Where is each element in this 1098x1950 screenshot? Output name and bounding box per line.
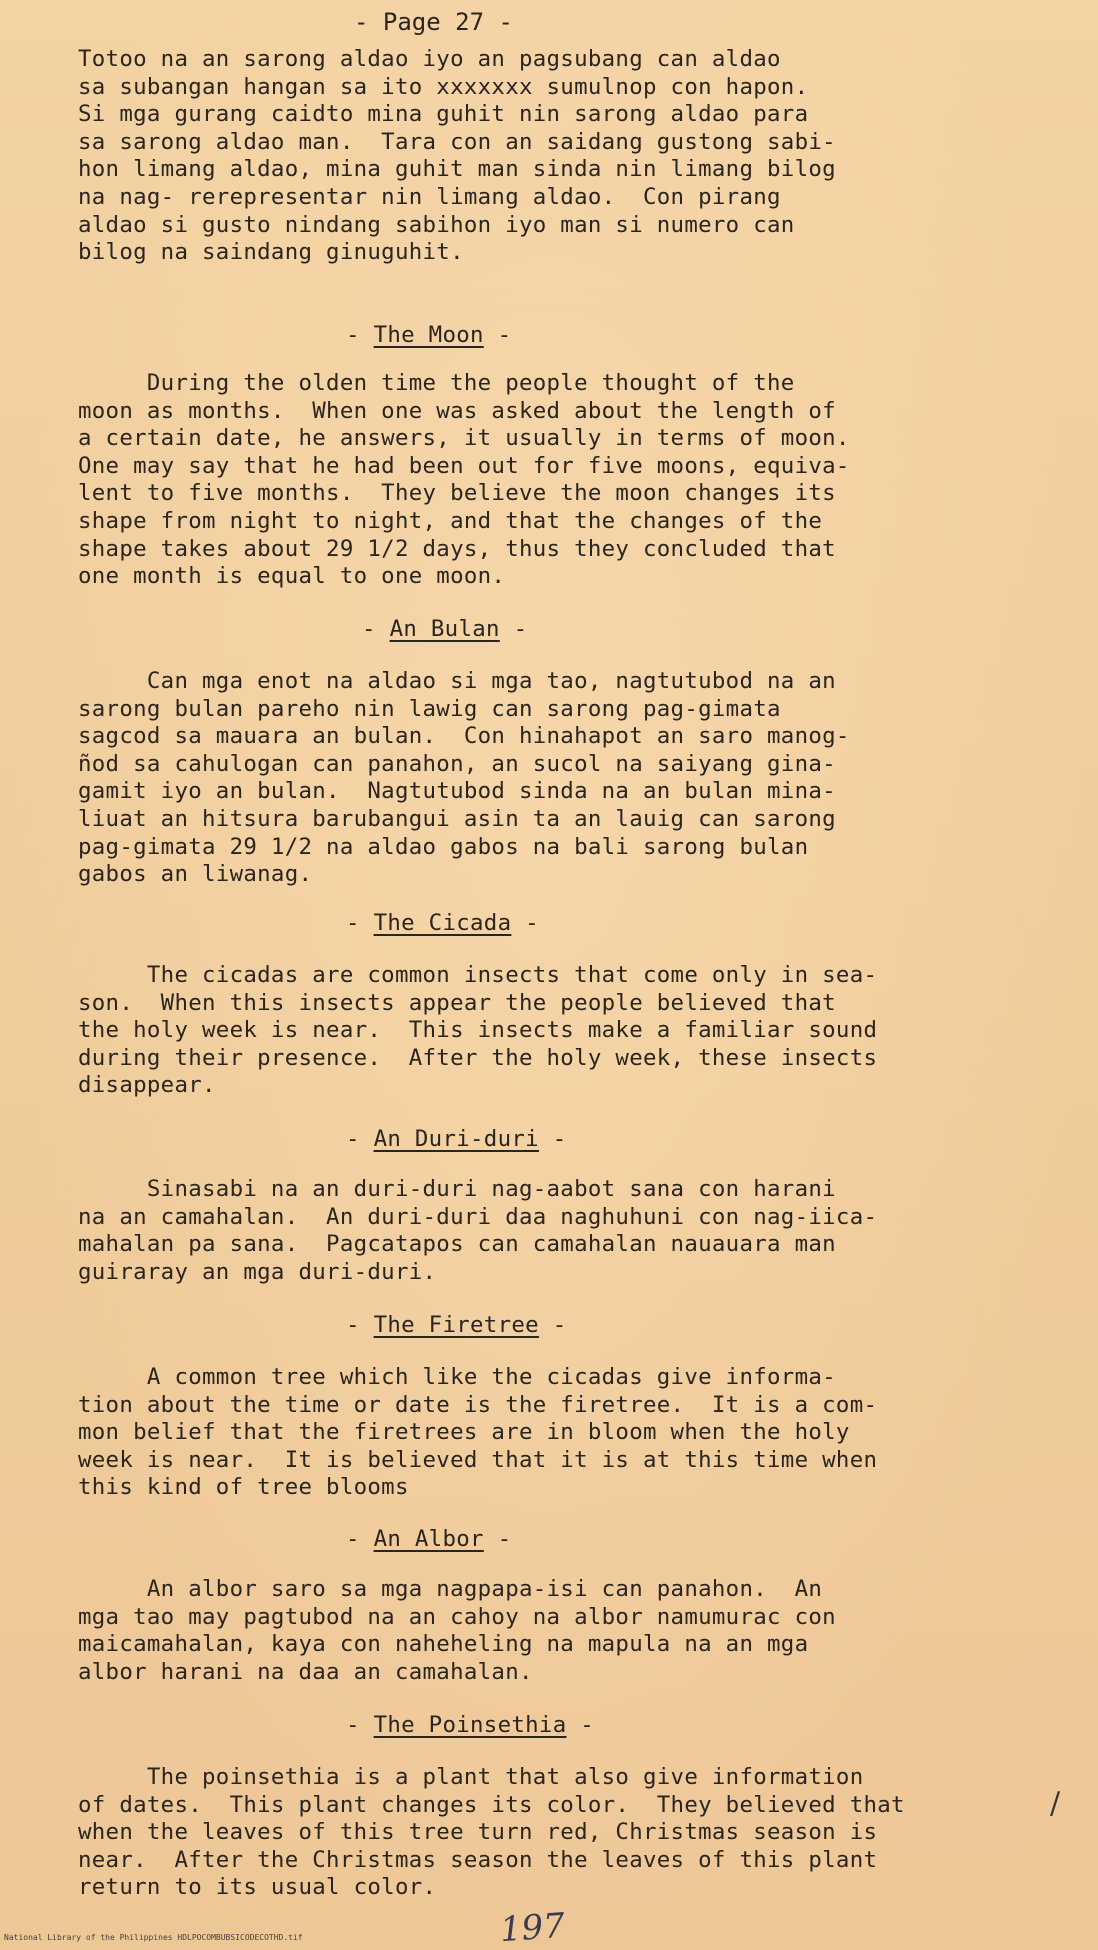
paragraph-moon — [78, 370, 1058, 591]
scan-footer: National Library of the Philippines HDLPOCOMBUBSICODECOTHD.tif — [4, 1933, 303, 1942]
section-heading-bulan: - An Bulan - — [362, 616, 528, 642]
paragraph-firetree — [78, 1364, 1058, 1502]
text-line: The poinsethia is a plant that also give information — [78, 1764, 864, 1790]
text-line: the holy week is near. This insects make a familiar sound — [78, 1017, 878, 1044]
section-heading-moon: - The Moon - — [346, 322, 512, 348]
text-line: liuat an hitsura barubangui asin ta an lauig can sarong — [78, 805, 836, 832]
text-line: when the leaves of this tree turn red, Christmas season is — [78, 1819, 878, 1846]
text-line: Si mga gurang caidto mina guhit nin sarong aldao para — [78, 101, 809, 128]
heading-title: The Poinsethia — [373, 1712, 567, 1738]
section-heading-firetree: - The Firetree - — [346, 1312, 567, 1338]
text-line: aldao si gusto nindang sabihon iyo man si numero can — [78, 211, 795, 238]
text-line: pag-gimata 29 1/2 na aldao gabos na bali sarong bulan — [78, 833, 809, 860]
text-line: mon belief that the firetrees are in bloom when the holy — [78, 1419, 850, 1446]
section-heading-albor: - An Albor - — [346, 1526, 512, 1552]
text-line: guiraray an mga duri-duri. — [78, 1258, 437, 1285]
text-line: Totoo na an sarong aldao iyo an pagsubang can aldao — [78, 46, 781, 72]
text-line: gabos an liwanag. — [78, 861, 313, 888]
text-line: this kind of tree blooms — [78, 1474, 409, 1501]
paragraph-duri — [78, 1176, 1058, 1286]
text-line: of dates. This plant changes its color. They believed that — [78, 1791, 905, 1818]
paragraph-cicada — [78, 962, 1058, 1100]
text-line: shape takes about 29 1/2 days, thus they concluded that — [78, 535, 836, 562]
heading-title: An Duri-duri — [373, 1126, 539, 1152]
text-line: moon as months. When one was asked about the length of — [78, 397, 836, 424]
text-line: During the olden time the people thought of the — [78, 370, 795, 396]
text-line: mahalan pa sana. Pagcatapos can camahalan nauauara man — [78, 1231, 836, 1258]
heading-title: An Albor — [373, 1526, 484, 1552]
text-line: son. When this insects appear the people believed that — [78, 989, 836, 1016]
section-heading-poinsethia: - The Poinsethia - — [346, 1712, 595, 1738]
text-line: mga tao may pagtubod na an cahoy na albor namumurac con — [78, 1603, 836, 1630]
text-line: return to its usual color. — [78, 1874, 437, 1901]
text-line: An albor saro sa mga nagpapa-isi can panahon. An — [78, 1576, 823, 1602]
text-line: sa subangan hangan sa ito xxxxxxx sumulnop con hapon. — [78, 73, 809, 100]
text-line: during their presence. After the holy week, these insects — [78, 1044, 878, 1071]
text-line: shape from night to night, and that the changes of the — [78, 507, 823, 534]
page-header: - Page 27 - — [354, 8, 513, 36]
text-line: Sinasabi na an duri-duri nag-aabot sana con harani — [78, 1176, 836, 1202]
margin-check-mark: / — [1050, 1786, 1061, 1821]
text-line: na nag- rerepresentar nin limang aldao. Con pirang — [78, 183, 781, 210]
section-heading-duri: - An Duri-duri - — [346, 1126, 567, 1152]
text-line: A common tree which like the cicadas give informa- — [78, 1364, 836, 1390]
text-line: disappear. — [78, 1072, 216, 1099]
heading-title: The Firetree — [373, 1312, 539, 1338]
handwritten-page-number: 197 — [498, 1905, 567, 1950]
paragraph-bulan — [78, 668, 1058, 889]
text-line: tion about the time or date is the firetree. It is a com- — [78, 1391, 878, 1418]
text-line: week is near. It is believed that it is at this time when — [78, 1446, 878, 1473]
text-line: na an camahalan. An duri-duri daa naghuhuni con nag-iica- — [78, 1203, 878, 1230]
text-line: lent to five months. They believe the moon changes its — [78, 480, 836, 507]
heading-title: The Cicada — [373, 910, 512, 936]
text-line: a certain date, he answers, it usually in terms of moon. — [78, 425, 850, 452]
text-line: sarong bulan pareho nin lawig can sarong pag-gimata — [78, 695, 781, 722]
text-line: gamit iyo an bulan. Nagtutubod sinda na an bulan mina- — [78, 778, 836, 805]
text-line: bilog na saindang ginuguhit. — [78, 239, 464, 266]
text-line: one month is equal to one moon. — [78, 563, 506, 590]
text-line: sa sarong aldao man. Tara con an saidang gustong sabi- — [78, 128, 836, 155]
text-line: albor harani na daa an camahalan. — [78, 1658, 533, 1685]
paragraph-poinsethia — [78, 1764, 1061, 1902]
text-line: One may say that he had been out for five moons, equiva- — [78, 452, 850, 479]
paragraph-intro — [78, 46, 1058, 267]
section-heading-cicada: - The Cicada - — [346, 910, 539, 936]
text-line: near. After the Christmas season the leaves of this plant — [78, 1846, 878, 1873]
text-line: maicamahalan, kaya con naheheling na mapula na an mga — [78, 1631, 809, 1658]
text-line: ñod sa cahulogan can panahon, an sucol na saiyang gina- — [78, 750, 836, 777]
text-line: sagcod sa mauara an bulan. Con hinahapot an saro manog- — [78, 723, 850, 750]
text-line: hon limang aldao, mina guhit man sinda nin limang bilog — [78, 156, 836, 183]
paragraph-albor — [78, 1576, 1058, 1686]
text-line: The cicadas are common insects that come only in sea- — [78, 962, 878, 988]
heading-title: An Bulan — [389, 616, 500, 642]
heading-title: The Moon — [373, 322, 484, 348]
text-line: Can mga enot na aldao si mga tao, nagtutubod na an — [78, 668, 836, 694]
